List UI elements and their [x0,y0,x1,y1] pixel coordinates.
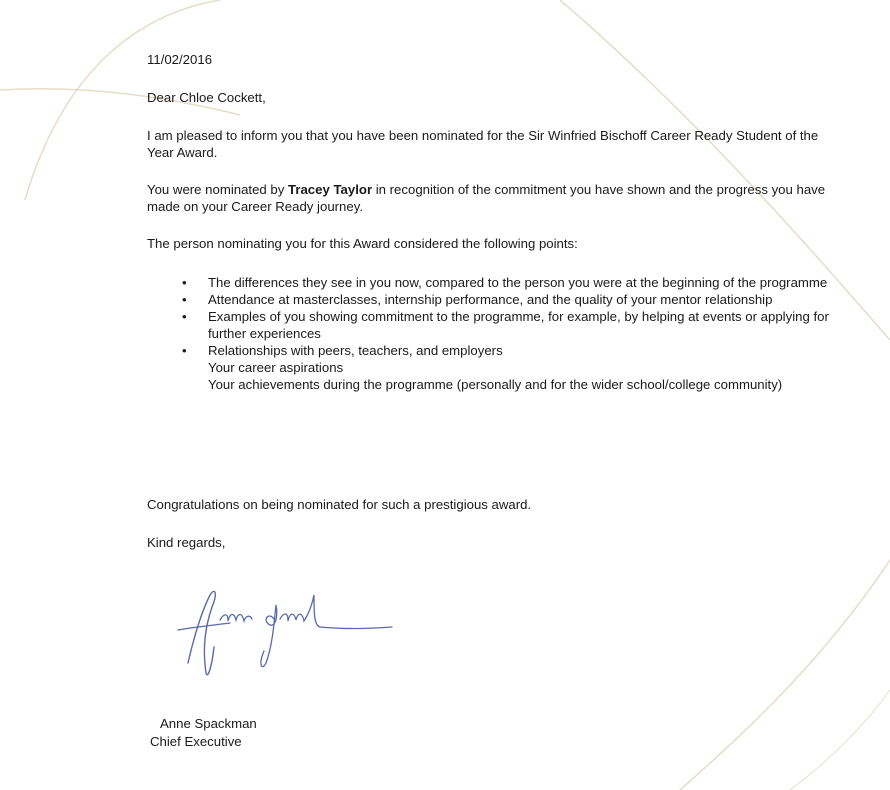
salutation: Dear Chloe Cockett, [147,90,266,105]
closing: Kind regards, [147,535,226,550]
letter-date: 11/02/2016 [147,52,213,67]
nominator-name: Tracey Taylor [288,182,373,197]
paragraph-congratulations: Congratulations on being nominated for such a prestigious award. [147,497,532,512]
list-item-text: Relationships with peers, teachers, and employers [208,343,503,358]
list-item [182,308,832,342]
list-item [182,342,832,359]
list-continuation-line: Your achievements during the programme (personally and for the wider school/college community) [208,377,783,392]
bullet-icon: • [182,343,187,358]
bullet-icon: • [182,309,187,324]
paragraph-nominator-suffix: in recognition of the commitment you have shown and the progress you have made on your Career Ready journey. [147,182,826,214]
criteria-list [182,274,832,393]
paragraph-criteria-intro: The person nominating you for this Award considered the following points: [147,236,578,251]
bullet-icon: • [182,275,187,290]
signer-name: Anne Spackman [160,716,257,731]
list-continuation-line: Your career aspirations [208,360,344,375]
list-item [182,291,832,308]
list-item-text: Examples of you showing commitment to the programme, for example, by helping at events or applying for further experiences [208,309,829,341]
paragraph-nomination: I am pleased to inform you that you have been nominated for the Sir Winfried Bischoff Career Ready Student of the Year Award. [147,128,819,160]
list-item-text: Attendance at masterclasses, internship performance, and the quality of your mentor relationship [208,292,773,307]
list-item [182,274,832,291]
bullet-icon: • [182,292,187,307]
signer-title: Chief Executive [150,734,242,749]
list-item-text: The differences they see in you now, compared to the person you were at the beginning of the programme [208,275,828,290]
paragraph-nominator [147,181,827,215]
paragraph-nominator-prefix: You were nominated by [147,182,289,197]
handwritten-signature [170,585,400,680]
